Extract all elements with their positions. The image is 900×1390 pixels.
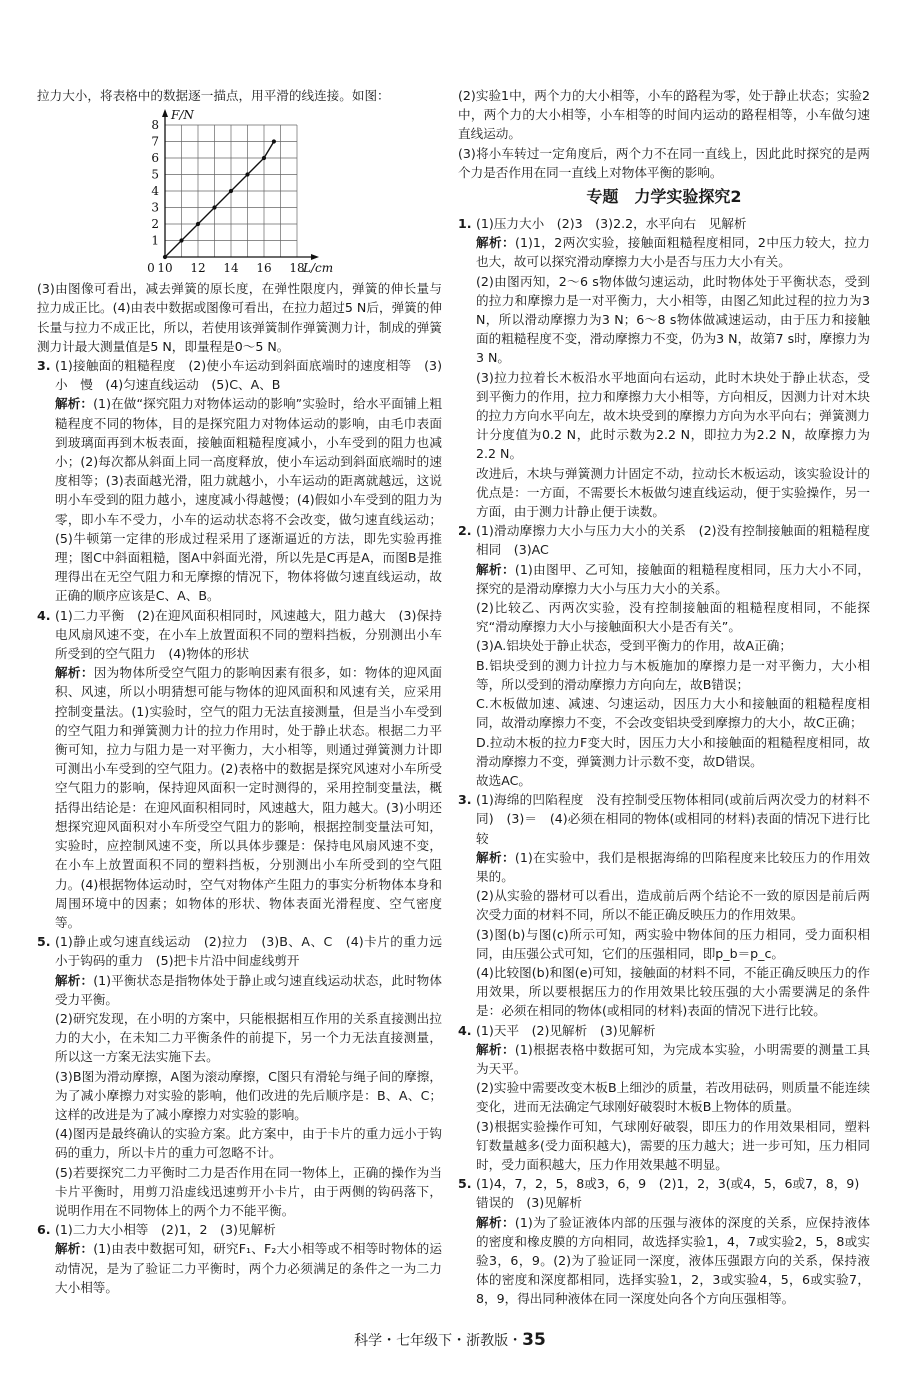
data-point [179,239,183,243]
explanation: (3)A.铝块处于静止状态，受到平衡力的作用，故A正确； [476,638,792,654]
answer: (1)二力大小相等 (2)1，2 (3)见解析 [55,1222,276,1238]
paragraph: (3)将小车转过一定角度后，两个力不在同一直线上，因此此时探究的是两个力是否作用在同一直线上对物体平衡的影响。 [458,145,870,180]
paragraph: (2)实验1中，两个力的大小相等，小车的路程为零，处于静止状态；实验2中，两个力的大小相等，小车相等的时间内运动的路程相等，小车做匀速直线运动。 [458,88,870,142]
right-column [458,86,870,1309]
explanation: (2)比较乙、丙两次实验，没有控制接触面的粗糙程度相同，不能探究“滑动摩擦力大小与接触面积大小是否有关”。 [476,600,870,635]
x-tick-label: 12 [190,261,206,276]
explanation: (2)从实验的器材可以看出，造成前后两个结论不一致的原因是前后两次受力面的材料不同，所以不能正确反映压力的作用效果。 [476,888,870,923]
explanation: 解析：(1)根据表格中数据可知，为完成本实验，小明需要的测量工具为天平。 [476,1041,871,1076]
explanation: (4)比较图(b)和图(e)可知，接触面的材料不同，不能正确反映压力的作用效果，所以要根据压力的作用效果比较压强的大小需要满足的条件是：必须在相同的物体(或相同的材料)表面的情况下进行比较。 [476,964,870,1019]
explanation: (3)图(b)与图(c)所示可知，两实验中物体间的压力相同，受力面积相同，由压强公式可知，它们的压强相同，即p_b＝p_c。 [476,926,870,961]
question-6 [37,1220,442,1239]
explanation: (5)若要探究二力平衡时二力是否作用在同一物体上，正确的操作为当卡片平衡时，用剪刀沿虚线迅速剪开小卡片，由于两侧的钩码落下，说明作用在不同物体上的两个力不能平衡。 [55,1164,442,1218]
data-point [163,255,167,259]
page-number: 35 [522,1330,546,1350]
explanation: 解析：因为物体所受空气阻力的影响因素有很多，如：物体的迎风面积、风速，所以小明猜想可能与物体的迎风面积和风速有关，应采用控制变量法。(1)实验时，空气的阻力无法直接测量，但是当小车受到的空气阻力和弹簧测力计的拉力作用时，处于静止状态。根据二力平衡可知，拉力与阻力是一对平衡力，大小相等，则通过弹簧测力计即可测出小车受到的空气阻力。(2)表格中的数据是探究风速对小车所受空气阻力的影响，保持迎风面积一定时测得的，采用控制变量法，概括得出结论是：在迎风面积相同时，风速越大，阻力越大。(3)小明还想探究迎风面积对小车所受空气阻力的影响，根据控制变量法可知，实验时，应控制风速不变，所以具体步骤是：保持电风扇风速不变，在小车上放置面积不同的塑料挡板，分别测出小车所受到的空气阻力。(4)根据物体运动时，空气对物体产生阻力的事实分析物体本身和周围环境中的因素；如物体的形状、物体表面光滑程度、空气密度等。 [55,665,443,930]
explanation: (3)根据实验操作可知，气球刚好破裂，即压力的作用效果相同，塑料钉数量越多(受力面积越大)，需要的压力越大；进一步可知，压力相同时，受力面积越大，压力作用效果越不明显。 [476,1118,871,1172]
explanation: 解析：(1)1，2两次实验，接触面粗糙程度相同，2中压力较大，拉力也大，故可以探究滑动摩擦力大小是否与压力大小有关。 [476,235,870,270]
explanation: D.拉动木板的拉力F变大时，因压力大小和接触面的粗糙程度相同，故滑动摩擦力不变，弹簧测力计示数不变，故D错误。 [476,734,870,769]
x-axis-arrow [311,254,319,260]
explanation: (2)研究发现，在小明的方案中，只能根据相互作用的关系直接测出拉力的大小，在未知二力平衡条件的前提下，另一个力无法直接测量，所以这一方案无法实施下去。 [55,1010,442,1065]
question-number: 5. [37,934,51,950]
explanation: 解析：(1)由表中数据可知，研究F₁、F₂大小相等或不相等时物体的运动情况，是为了验证二力平衡时，两个力必须满足的条件之一为二力大小相等。 [55,1241,442,1295]
x-axis-label: L/cm [303,261,334,276]
explanation: (2)实验中需要改变木板B上细沙的质量，若改用砝码，则质量不能连续变化，进而无法确定气球刚好破裂时木板B上物体的质量。 [476,1080,870,1115]
y-tick-label: 8 [151,118,159,133]
answer: (1)海绵的凹陷程度 没有控制受压物体相同(或前后两次受力的材料不同) (3)＝ (4)必须在相同的物体(或相同的材料)表面的情况下进行比较 [476,792,870,846]
explanation: C.木板做加速、减速、匀速运动，因压力大小和接触面的粗糙程度相同，故滑动摩擦力不变，不会改变铝块受到摩擦力的大小，故C正确； [476,696,870,731]
explanation: (4)图丙是最终确认的实验方案。此方案中，由于卡片的重力远小于钩码的重力，所以卡片的重力可忽略不计。 [55,1126,442,1161]
explanation: (3)B图为滑动摩擦，A图为滚动摩擦，C图只有滑轮与绳子间的摩擦，为了减小摩擦力对实验的影响，他们改进的先后顺序是：B、A、C；这样的改进是为了减小摩擦力对实验的影响。 [55,1068,442,1122]
left-column [37,86,442,1297]
data-point [196,222,200,226]
answer: (1)静止或匀速直线运动 (2)拉力 (3)B、A、C (4)卡片的重力远小于钩码的重力 (5)把卡片沿中间虚线剪开 [55,934,442,969]
x-tick-label: 10 [157,261,173,276]
section-title: 专题 力学实验探究2 [586,187,742,207]
answer: (1)接触面的粗糙程度 (2)使小车运动到斜面底端时的速度相等 (3)小 慢 (4)匀速直线运动 (5)C、A、B [55,358,442,393]
footer-subject: 科学・七年级下・浙教版・ [354,1333,523,1349]
question-5 [37,932,442,970]
y-tick-label: 6 [151,151,159,166]
question-1 [458,214,870,233]
data-point [212,206,216,210]
question-number: 3. [37,358,51,374]
answer: (1)天平 (2)见解析 (3)见解析 [476,1022,656,1038]
question-number: 4. [37,607,51,623]
paragraph: (3)由图像可看出，减去弹簧的原长度，在弹性限度内，弹簧的伸长量与拉力成正比。(4)由表中数据或图像可看出，在拉力超过5 N后，弹簧的伸长量与拉力不成正比，所以，若使用该弹簧制作弹簧测力计，制成的弹簧测力计最大测量值是5 N，即量程是0～5 N。 [37,281,442,354]
y-tick-label: 2 [151,217,159,232]
question-number: 1. [458,216,472,232]
question-number: 5. [458,1176,472,1192]
y-axis-arrow [162,109,168,117]
answer: (1)压力大小 (2)3 (3)2.2，水平向右 见解析 [476,216,747,232]
force-length-chart [125,107,334,277]
answer: (1)4，7，2，5，8或3，6，9 (2)1，2，3(或4，5，6或7，8，9) 错误的 (3)见解析 [476,1176,872,1211]
question-number: 2. [458,523,472,539]
data-point [229,189,233,193]
question-4 [458,1021,870,1040]
question-number: 4. [458,1022,472,1038]
answer: (1)二力平衡 (2)在迎风面积相同时，风速越大，阻力越大 (3)保持电风扇风速不变，在小车上放置面积不同的塑料挡板，分别测出小车所受到的空气阻力 (4)物体的形状 [55,607,442,662]
explanation: 解析：(1)在做“探究阻力对物体运动的影响”实验时，给水平面铺上粗糙程度不同的物体，目的是探究阻力对物体运动的影响，由毛巾表面到玻璃面再到木板表面，接触面粗糙程度减小，小车受到的阻力也减小；(2)每次都从斜面上同一高度释放，使小车运动到斜面底端时的速度相等；(3)表面越光滑，阻力就越小，小车运动的距离就越远，这说明小车受到的阻力越小，速度减小得越慢；(4)假如小车受到的阻力为零，即小车不受力，小车的运动状态将不会改变，做匀速直线运动；(5)牛顿第一定律的形成过程采用了逐渐逼近的方法，即先实验再推理；图C中斜面粗糙，图A中斜面光滑，所以先是C再是A，而图B是推理得出在无空气阻力和无摩擦的情况下，物体将做匀速直线运动，故正确的顺序应该是C、A、B。 [55,396,443,604]
question-number: 3. [458,792,472,808]
y-tick-label: 7 [151,134,159,149]
data-point [272,140,276,144]
explanation: (3)拉力拉着长木板沿水平地面向右运动，此时木块处于静止状态，受到平衡力的作用，拉力和摩擦力大小相等，方向相反，因测力计对木块的拉力方向水平向左，故木块受到的摩擦力方向为水平向右；弹簧测力计分度值为0.2 N，此时示数为2.2 N，即拉力为2.2 N，故摩擦力为2.2 N。 [476,369,870,462]
x-tick-label: 16 [256,261,272,276]
question-4 [37,606,442,664]
explanation: B.铝块受到的测力计拉力与木板施加的摩擦力是一对平衡力，大小相等，所以受到的滑动摩擦力方向向左，故B错误； [476,657,870,692]
question-5 [458,1174,870,1212]
explanation: 解析：(1)为了验证液体内部的压强与液体的深度的关系，应保持液体的密度和橡皮膜的方向相同，故选择实验1，4，7或实验2，5，8或实验3，6，9。(2)为了验证同一深度，液体压强跟方向的关系，保持液体的密度和深度都相同，选择实验1，2，3或实验4，5，6或实验7，8，9，得出同种液体在同一深度处向各个方向压强相等。 [476,1214,871,1307]
explanation: 解析：(1)在实验中，我们是根据海绵的凹陷程度来比较压力的作用效果的。 [476,849,871,884]
explanation: 解析：(1)由图甲、乙可知，接触面的粗糙程度相同，压力大小不同，探究的是滑动摩擦力大小与压力大小的关系。 [476,561,871,596]
x-tick-label: 14 [223,261,239,276]
page-footer [0,1331,900,1351]
explanation: 解析：(1)平衡状态是指物体处于静止或匀速直线运动状态，此时物体受力平衡。 [55,972,443,1007]
explanation: 故选AC。 [476,772,531,788]
y-tick-label: 4 [151,184,159,199]
explanation: 改进后，木块与弹簧测力计固定不动，拉动长木板运动，该实验设计的优点是：一方面，不需要长木板做匀速直线运动，便于实验操作，另一方面，由于测力计静止便于读数。 [476,465,870,520]
y-tick-label: 3 [151,200,159,215]
y-axis-label: F/N [171,108,194,123]
y-tick-label: 1 [151,233,159,248]
question-number: 6. [37,1222,51,1238]
answer: (1)滑动摩擦力大小与压力大小的关系 (2)没有控制接触面的粗糙程度相同 (3)AC [476,523,870,558]
question-3 [37,356,442,394]
origin-label: 0 [147,261,155,276]
data-point [262,156,266,160]
paragraph: 拉力大小，将表格中的数据逐一描点，用平滑的线连接。如图： [37,88,390,103]
question-3 [458,790,870,848]
x-tick-label: 18 [289,261,305,276]
question-2 [458,521,870,559]
data-point [245,173,249,177]
y-tick-label: 5 [151,167,159,182]
explanation: (2)由图丙知，2～6 s物体做匀速运动，此时物体处于平衡状态，受到的拉力和摩擦力是一对平衡力，大小相等，由图乙知此过程的拉力为3 N，所以滑动摩擦力为3 N；6～8 s物体做减速运动，由于压力和接触面的粗糙程度不变，滑动摩擦力不变，仍为3 N，故第7 s时，摩擦力为3 N。 [476,273,870,366]
